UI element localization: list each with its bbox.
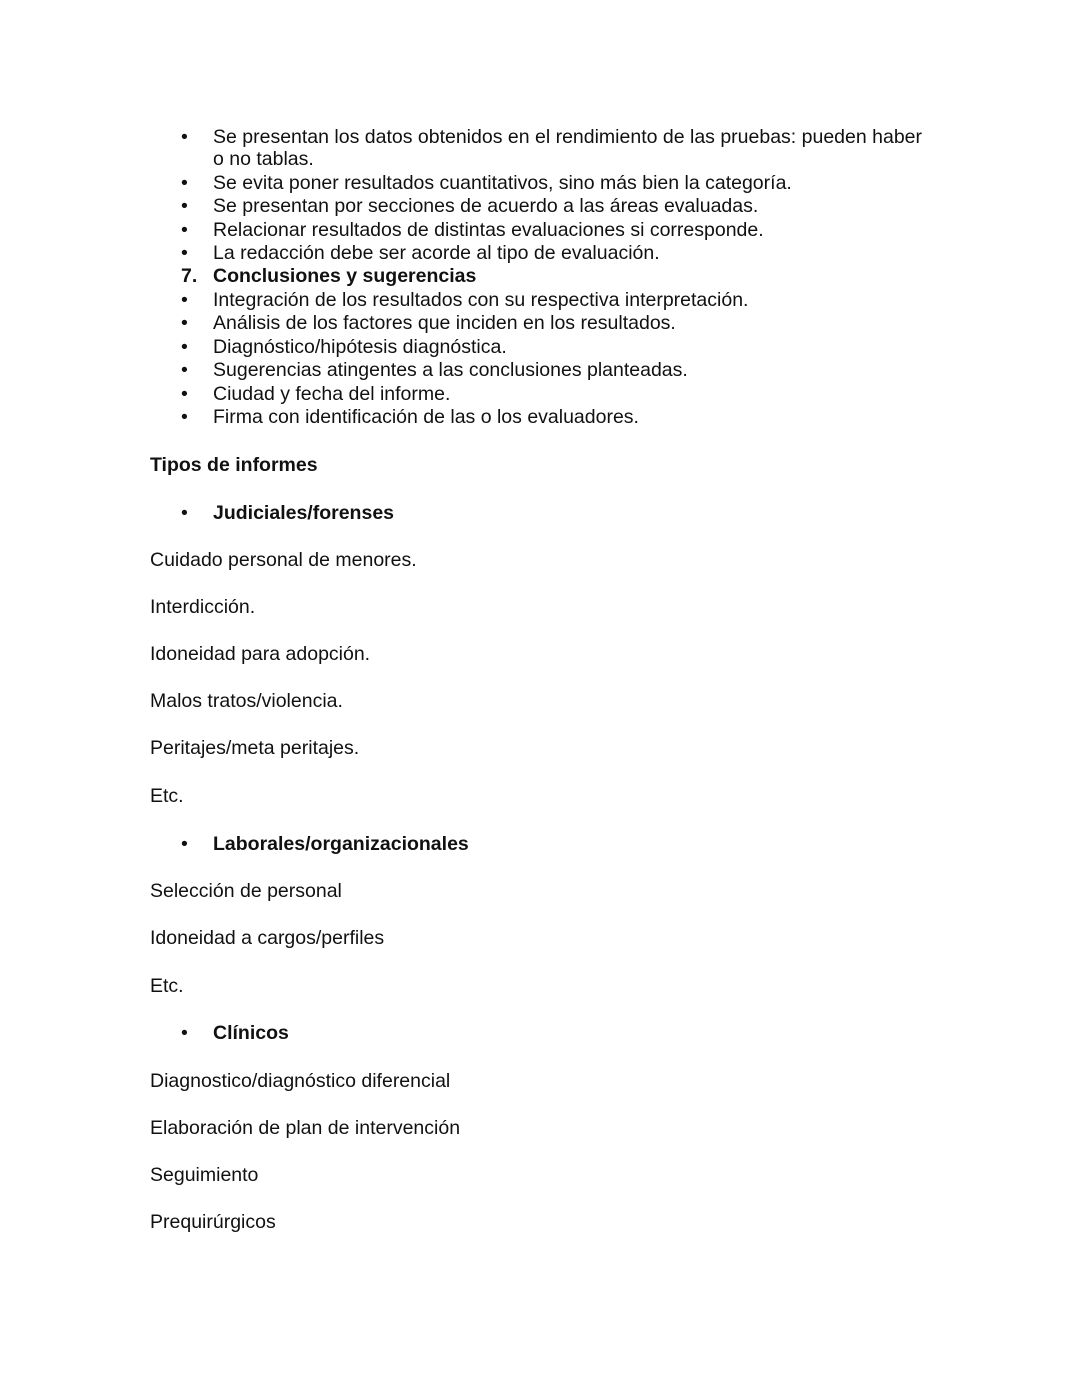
conclusion-bullet-text: Integración de los resultados con su respectiva interpretación.	[213, 289, 749, 311]
results-bullet-text: Se presentan los datos obtenidos en el rendimiento de las pruebas: pueden haber	[213, 126, 922, 148]
bullet-icon: •	[181, 502, 188, 524]
tipos-heading: Tipos de informes	[150, 454, 318, 476]
group-item: Selección de personal	[150, 880, 342, 902]
group-item: Interdicción.	[150, 596, 256, 618]
bullet-icon: •	[181, 126, 188, 148]
group-item: Idoneidad para adopción.	[150, 643, 371, 665]
results-bullet-text: o no tablas.	[213, 148, 314, 170]
group-item: Diagnostico/diagnóstico diferencial	[150, 1070, 451, 1092]
conclusion-bullet-text: Ciudad y fecha del informe.	[213, 383, 451, 405]
conclusion-bullet-text: Diagnóstico/hipótesis diagnóstica.	[213, 336, 507, 358]
bullet-icon: •	[181, 336, 188, 358]
group-item: Elaboración de plan de intervención	[150, 1117, 461, 1139]
bullet-icon: •	[181, 172, 188, 194]
group-title-clinicos: Clínicos	[213, 1022, 289, 1044]
conclusion-bullet-text: Análisis de los factores que inciden en los resultados.	[213, 312, 676, 334]
results-bullet-text: Relacionar resultados de distintas evaluaciones si corresponde.	[213, 219, 764, 241]
group-item: Seguimiento	[150, 1164, 259, 1186]
conclusion-bullet-text: Sugerencias atingentes a las conclusiones planteadas.	[213, 359, 688, 381]
conclusion-bullet-text: Firma con identificación de las o los evaluadores.	[213, 406, 639, 428]
group-title-laborales: Laborales/organizacionales	[213, 833, 469, 855]
section-title: Conclusiones y sugerencias	[213, 265, 477, 287]
group-item: Cuidado personal de menores.	[150, 549, 417, 571]
bullet-icon: •	[181, 289, 188, 311]
group-item: Peritajes/meta peritajes.	[150, 737, 360, 759]
group-item: Prequirúrgicos	[150, 1211, 276, 1233]
group-item: Idoneidad a cargos/perfiles	[150, 927, 385, 949]
bullet-icon: •	[181, 383, 188, 405]
group-item: Etc.	[150, 785, 184, 807]
section-number: 7.	[181, 265, 198, 287]
results-bullet-text: Se evita poner resultados cuantitativos, sino más bien la categoría.	[213, 172, 792, 194]
bullet-icon: •	[181, 312, 188, 334]
group-title-judiciales: Judiciales/forenses	[213, 502, 395, 524]
bullet-icon: •	[181, 359, 188, 381]
results-bullet-text: La redacción debe ser acorde al tipo de evaluación.	[213, 242, 660, 264]
bullet-icon: •	[181, 242, 188, 264]
bullet-icon: •	[181, 406, 188, 428]
group-item: Malos tratos/violencia.	[150, 690, 343, 712]
results-bullet-text: Se presentan por secciones de acuerdo a las áreas evaluadas.	[213, 195, 759, 217]
bullet-icon: •	[181, 195, 188, 217]
bullet-icon: •	[181, 833, 188, 855]
bullet-icon: •	[181, 219, 188, 241]
group-item: Etc.	[150, 975, 184, 997]
bullet-icon: •	[181, 1022, 188, 1044]
